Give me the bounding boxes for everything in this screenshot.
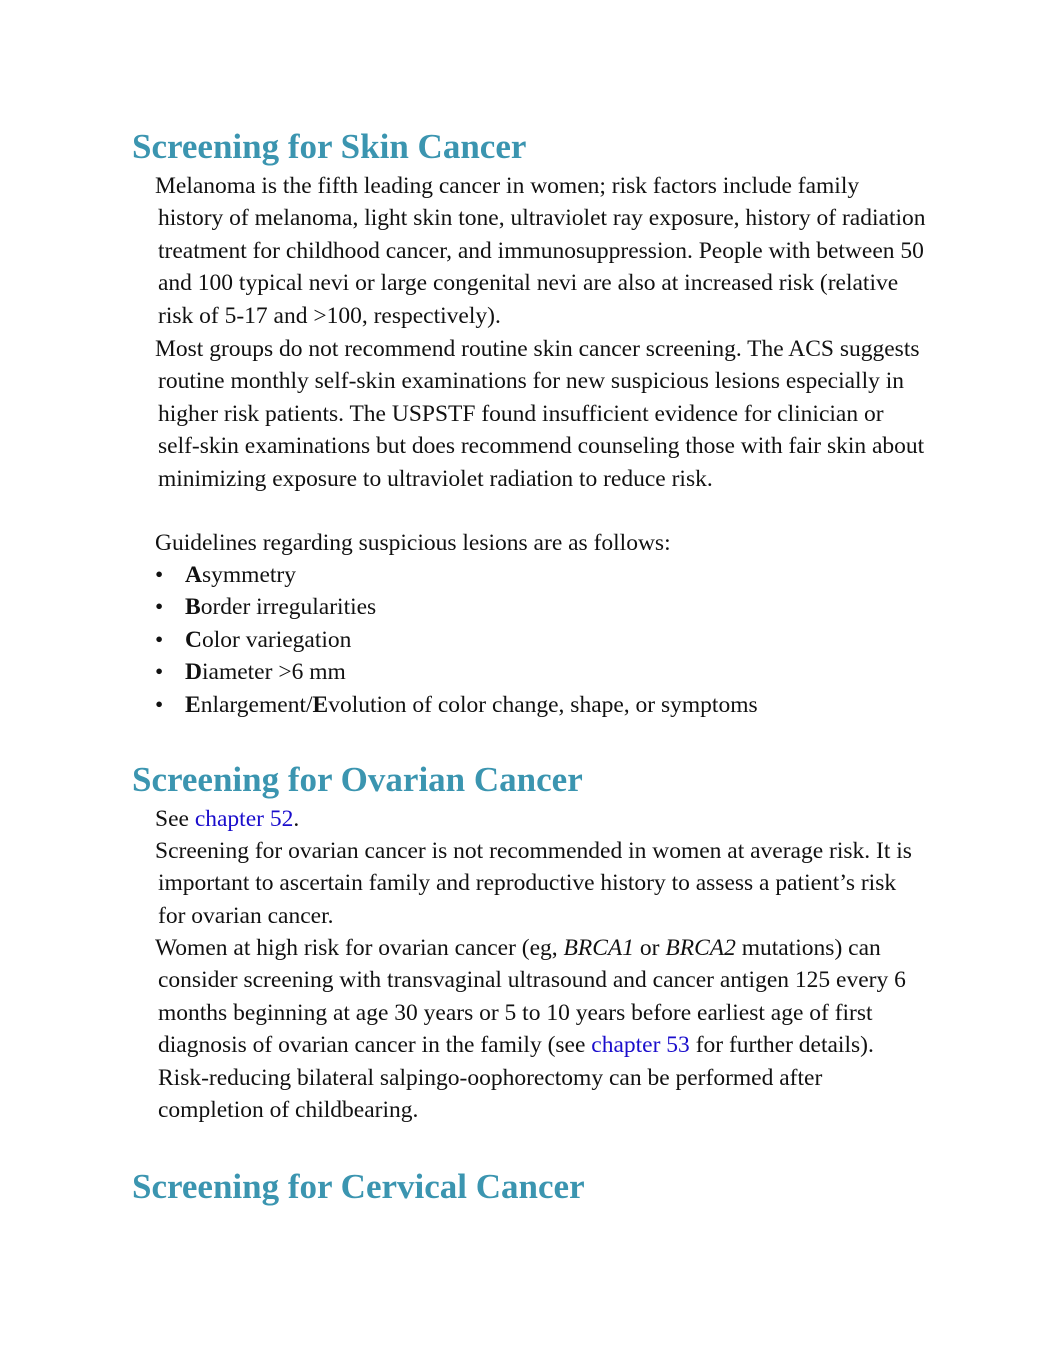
bullet-icon: •	[155, 594, 164, 621]
bullet-icon: •	[155, 691, 164, 718]
mnemonic-letter: B	[185, 594, 201, 621]
gene-name-brca1: BRCA1	[563, 935, 635, 961]
ovarian-text: or	[634, 935, 666, 961]
ovarian-text: for further details). Risk-reducing bilateral salpingo-oophorectomy can be performed after completion of childbearing.	[158, 1032, 874, 1124]
bullet-icon: •	[155, 626, 164, 653]
cervical-cancer-heading: Screening for Cervical Cancer	[132, 1167, 585, 1206]
ovarian-cancer-heading: Screening for Ovarian Cancer	[132, 760, 583, 799]
list-item	[155, 559, 758, 591]
ovarian-paragraph-high-risk	[155, 932, 928, 1126]
skin-cancer-heading: Screening for Skin Cancer	[132, 127, 527, 166]
ovarian-text: mutations) can consider screening with transvaginal ultrasound and cancer antigen 125 every 6 months beginning at age 30 years or 5 to 10 years before earliest age of first diagnosis of ovarian cancer in the family (see	[158, 935, 906, 1059]
mnemonic-letter: E	[312, 691, 329, 718]
see-prefix: See	[155, 806, 195, 832]
abcde-lesion-list	[155, 559, 758, 721]
list-item-text: volution of color change, shape, or symptoms	[328, 691, 758, 718]
ovarian-see-chapter-line	[155, 803, 928, 835]
skin-paragraph-risk-factors: Melanoma is the fifth leading cancer in women; risk factors include family history of melanoma, light skin tone, ultraviolet ray exposure, history of radiation treatment for childhood cancer, and immunosuppression. People with between 50 and 100 typical nevi or large congenital nevi are also at increased risk (relative risk of 5-17 and >100, respectively).	[155, 173, 926, 329]
skin-paragraph-screening-recommendations: Most groups do not recommend routine skin cancer screening. The ACS suggests routine monthly self-skin examinations for new suspicious lesions especially in higher risk patients. The USPSTF found insufficient evidence for clinician or self-skin examinations but does recommend counseling those with fair skin about minimizing exposure to ultraviolet radiation to reduce risk.	[155, 336, 925, 492]
list-item-text: symmetry	[201, 562, 296, 588]
list-item-text: olor variegation	[201, 626, 352, 653]
list-item-text: order irregularities	[200, 594, 377, 621]
ovarian-text: Women at high risk for ovarian cancer (eg,	[155, 935, 564, 961]
gene-name-brca2: BRCA2	[665, 935, 736, 961]
skin-paragraph-guidelines-intro: Guidelines regarding suspicious lesions are as follows:	[155, 530, 671, 556]
bullet-icon: •	[155, 659, 164, 686]
chapter-53-link[interactable]: chapter 53	[591, 1032, 690, 1059]
list-item-text: nlargement/	[200, 691, 313, 718]
mnemonic-letter: D	[185, 659, 202, 686]
mnemonic-letter: E	[185, 691, 201, 718]
see-suffix: .	[293, 806, 300, 832]
list-item-text: iameter >6 mm	[201, 659, 346, 686]
list-item	[155, 689, 758, 721]
mnemonic-letter: C	[185, 626, 202, 653]
list-item	[155, 624, 758, 656]
list-item	[155, 591, 758, 623]
bullet-icon: •	[155, 562, 164, 588]
ovarian-paragraph-average-risk: Screening for ovarian cancer is not recommended in women at average risk. It is important to ascertain family and reproductive history to assess a patient’s risk for ovarian cancer.	[155, 838, 912, 929]
chapter-52-link[interactable]: chapter 52	[194, 806, 294, 832]
mnemonic-letter: A	[185, 562, 202, 588]
list-item	[155, 656, 758, 688]
